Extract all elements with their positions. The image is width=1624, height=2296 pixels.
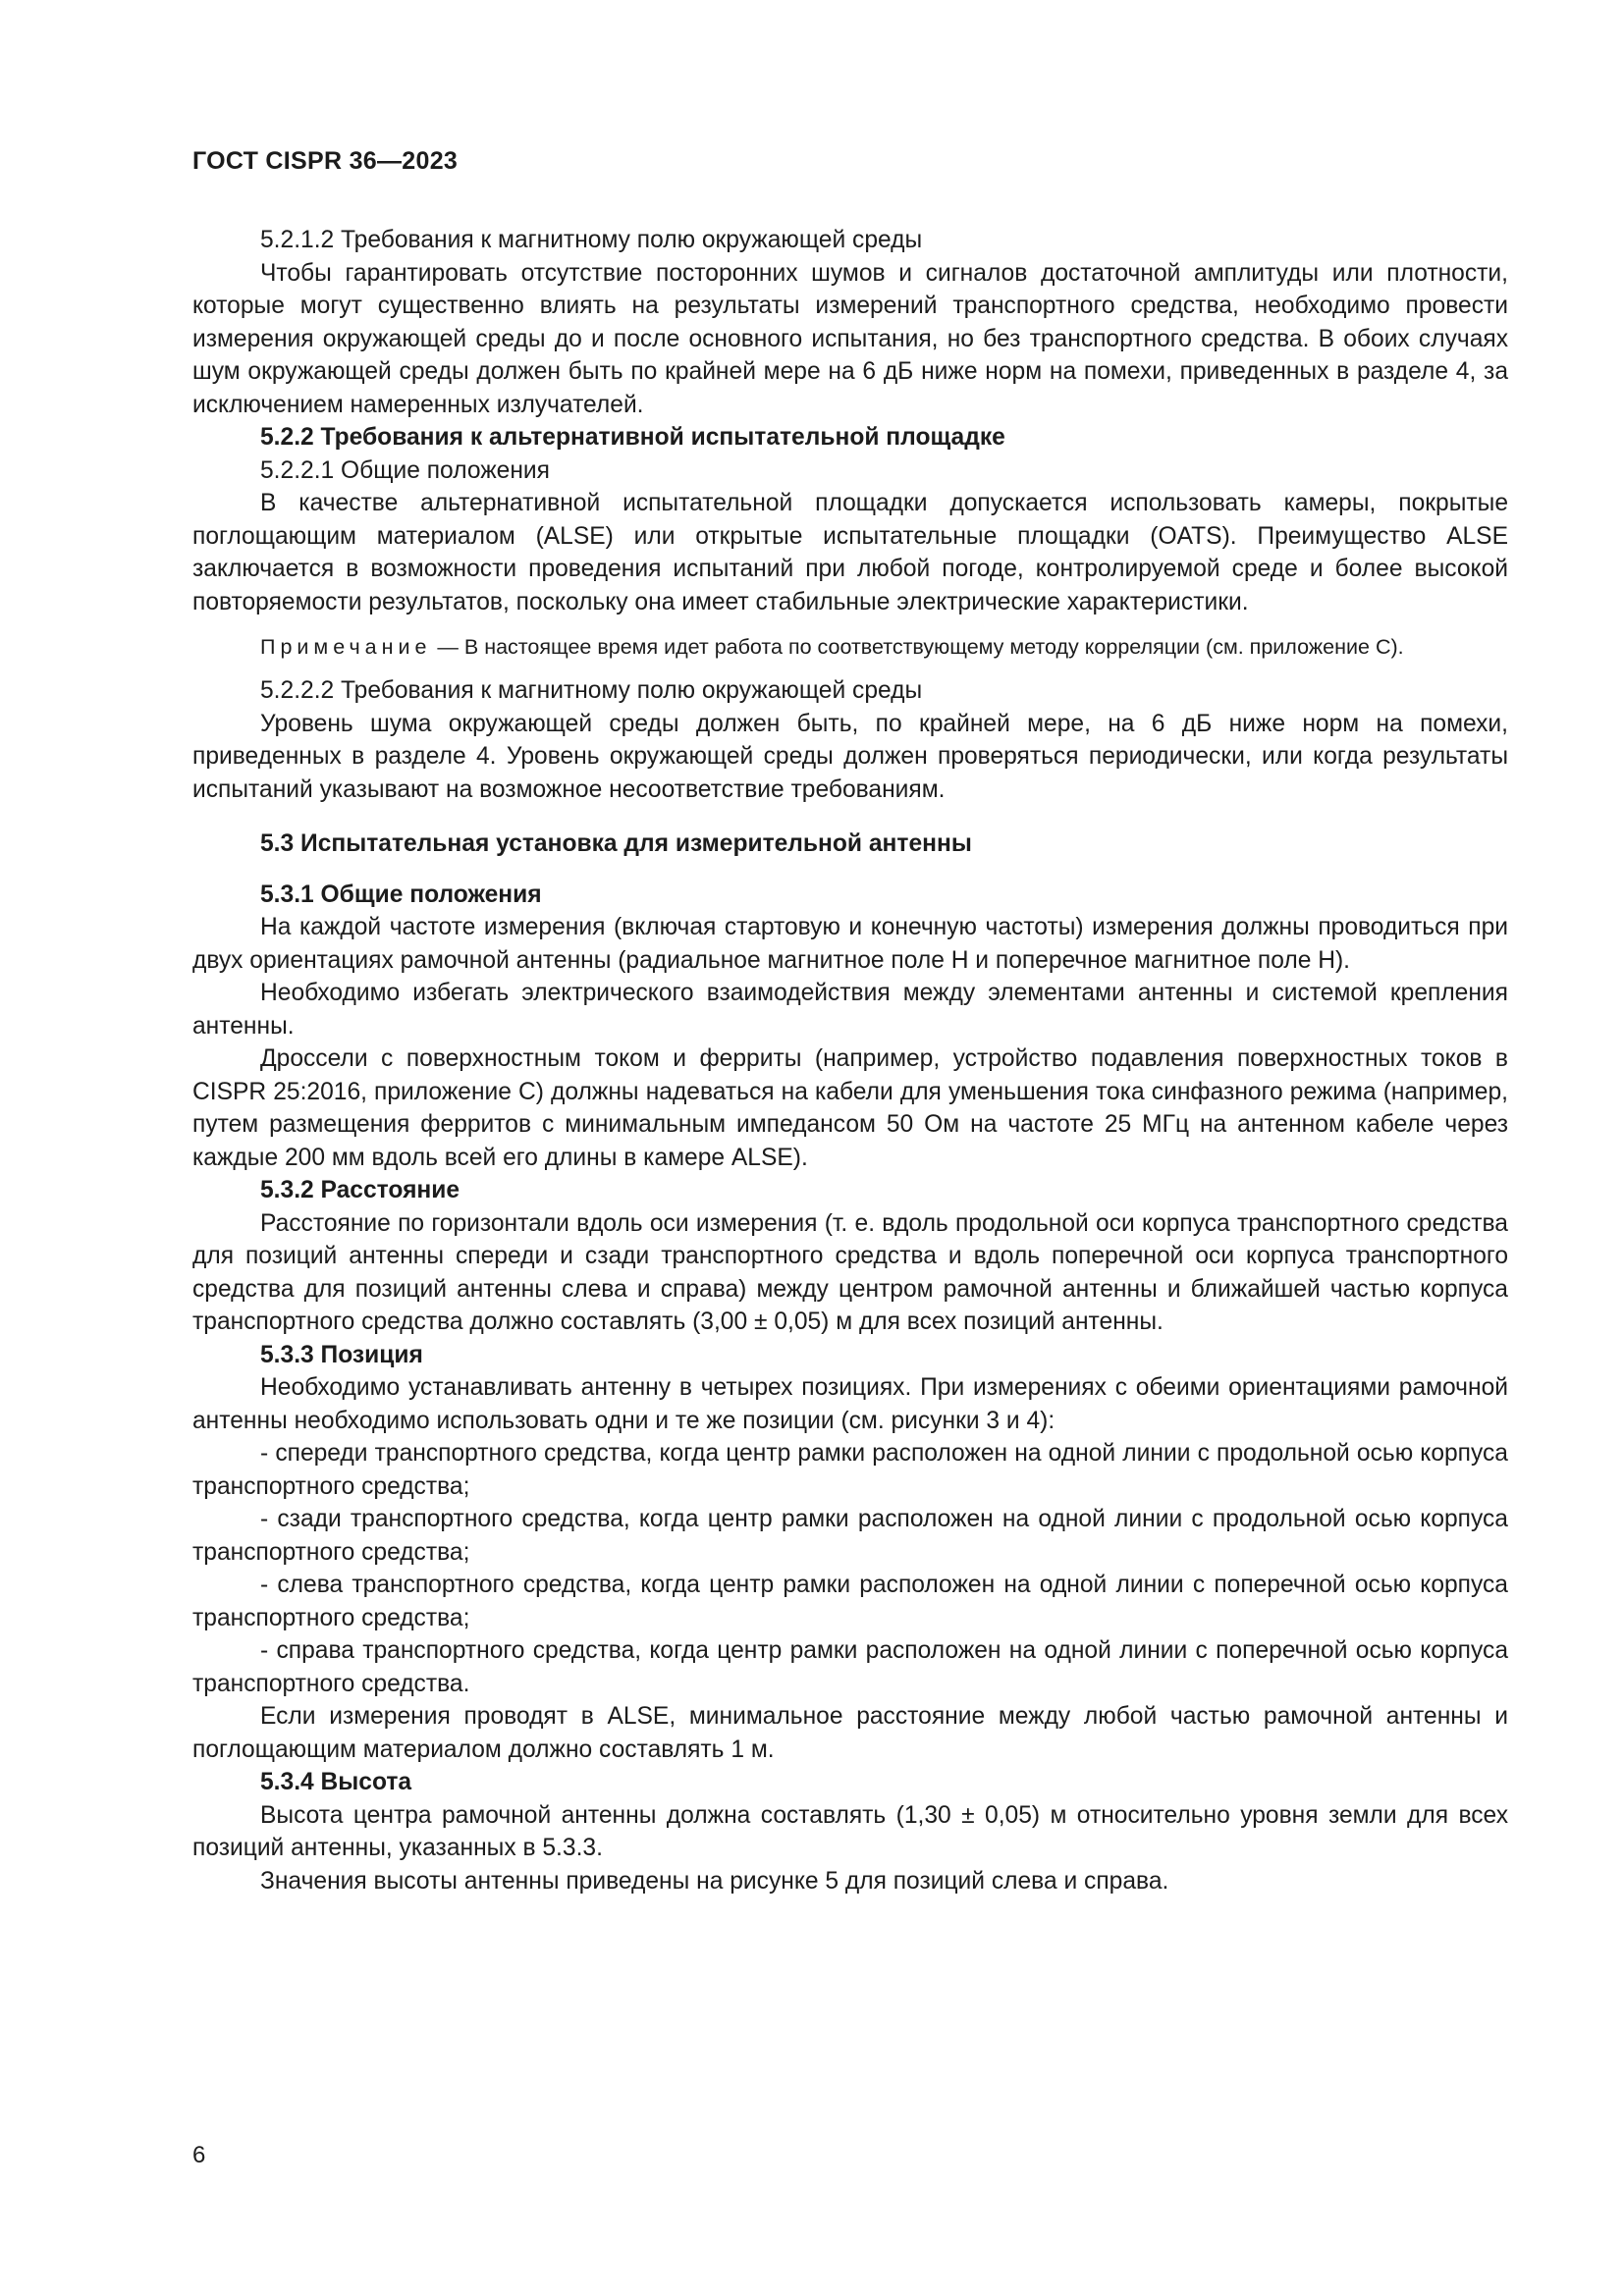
clause-5-3-1-b: Необходимо избегать электрического взаимодействия между элементами антенны и системой крепления антенны. <box>192 980 1508 1040</box>
clause-5-3-4-a: Высота центра рамочной антенны должна составлять (1,30 ± 0,05) м относительно уровня земли для всех позиций антенны, указанных в 5.3.3. <box>192 1801 1508 1861</box>
clause-5-3-1-a: На каждой частоте измерения (включая стартовую и конечную частоты) измерения должны проводиться при двух ориентациях рамочной антенны (радиальное магнитное поле Н и поперечное магнитное поле Н). <box>192 914 1508 974</box>
note-label: Примечание <box>260 635 432 659</box>
note-text: — В настоящее время идет работа по соответствующему методу корреляции (см. приложение С). <box>431 635 1404 659</box>
note <box>192 632 1508 663</box>
document-body <box>192 224 1508 1897</box>
clause-5-3-4-b: Значения высоты антенны приведены на рисунке 5 для позиций слева и справа. <box>260 1867 1169 1895</box>
clause-5-3-2-text: Расстояние по горизонтали вдоль оси измерения (т. е. вдоль продольной оси корпуса транспортного средства для позиций антенны спереди и сзади транспортного средства и вдоль поперечной оси корпуса транспортного средства для позиций антенны слева и справа) между центром рамочной антенны и ближайшей частью корпуса транспортного средства должно составлять (3,00 ± 0,05) м для всех позиций антенны. <box>192 1209 1508 1335</box>
heading-5-2-2: 5.2.2 Требования к альтернативной испытательной площадке <box>260 424 1005 451</box>
heading-5-3-1: 5.3.1 Общие положения <box>260 881 542 908</box>
document-header: ГОСТ CISPR 36—2023 <box>192 147 459 175</box>
clause-5-2-2-2-text: Уровень шума окружающей среды должен быть, по крайней мере, на 6 дБ ниже норм на помехи, приведенных в разделе 4. Уровень окружающей среды должен проверяться периодически, или когда результаты испытаний указывают на возможное несоответствие требованиям. <box>192 710 1508 803</box>
list-item: - спереди транспортного средства, когда центр рамки расположен на одной линии с продольной осью корпуса транспортного средства; <box>192 1440 1508 1500</box>
list-item: - сзади транспортного средства, когда центр рамки расположен на одной линии с продольной осью корпуса транспортного средства; <box>192 1506 1508 1566</box>
heading-5-3: 5.3 Испытательная установка для измерительной антенны <box>260 830 972 857</box>
heading-5-3-4: 5.3.4 Высота <box>260 1769 412 1795</box>
list-item: - справа транспортного средства, когда центр рамки расположен на одной линии с поперечной осью корпуса транспортного средства. <box>192 1637 1508 1697</box>
clause-5-2-1-2-title: 5.2.1.2 Требования к магнитному полю окружающей среды <box>260 227 923 253</box>
clause-5-3-3-b: Если измерения проводят в ALSE, минимальное расстояние между любой частью рамочной антенны и поглощающим материалом должно составлять 1 м. <box>192 1703 1508 1763</box>
clause-5-2-2-1-text: В качестве альтернативной испытательной площадки допускается использовать камеры, покрытые поглощающим материалом (ALSE) или открытые испытательные площадки (OATS). Преимущество ALSE заключается в возможности проведения испытаний при любой погоде, контролируемой среде и более высокой повторяемости результатов, поскольку она имеет стабильные электрические характеристики. <box>192 490 1508 615</box>
heading-5-3-2: 5.3.2 Расстояние <box>260 1177 460 1203</box>
page-number: 6 <box>192 2142 206 2168</box>
clause-5-3-1-c: Дроссели с поверхностным током и ферриты (например, устройство подавления поверхностных токов в CISPR 25:2016, приложение С) должны надеваться на кабели для уменьшения тока синфазного режима (например, путем размещения ферритов с минимальным импедансом 50 Ом на частоте 25 МГц на антенном кабеле через каждые 200 мм вдоль всей его длины в камере ALSE). <box>192 1045 1508 1171</box>
clause-5-2-2-2-title: 5.2.2.2 Требования к магнитному полю окружающей среды <box>260 677 923 704</box>
clause-5-3-3-a: Необходимо устанавливать антенну в четырех позициях. При измерениях с обеими ориентациями рамочной антенны необходимо использовать одни и те же позиции (см. рисунки 3 и 4): <box>192 1374 1508 1434</box>
heading-5-3-3: 5.3.3 Позиция <box>260 1341 423 1368</box>
clause-5-2-1-2-text: Чтобы гарантировать отсутствие посторонних шумов и сигналов достаточной амплитуды или плотности, которые могут существенно влиять на результаты измерений транспортного средства, необходимо провести измерения окружающей среды до и после основного испытания, но без транспортного средства. В обоих случаях шум окружающей среды должен быть по крайней мере на 6 дБ ниже норм на помехи, приведенных в разделе 4, за исключением намеренных излучателей. <box>192 259 1508 418</box>
list-item: - слева транспортного средства, когда центр рамки расположен на одной линии с поперечной осью корпуса транспортного средства; <box>192 1572 1508 1631</box>
clause-5-2-2-1-title: 5.2.2.1 Общие положения <box>260 456 550 484</box>
